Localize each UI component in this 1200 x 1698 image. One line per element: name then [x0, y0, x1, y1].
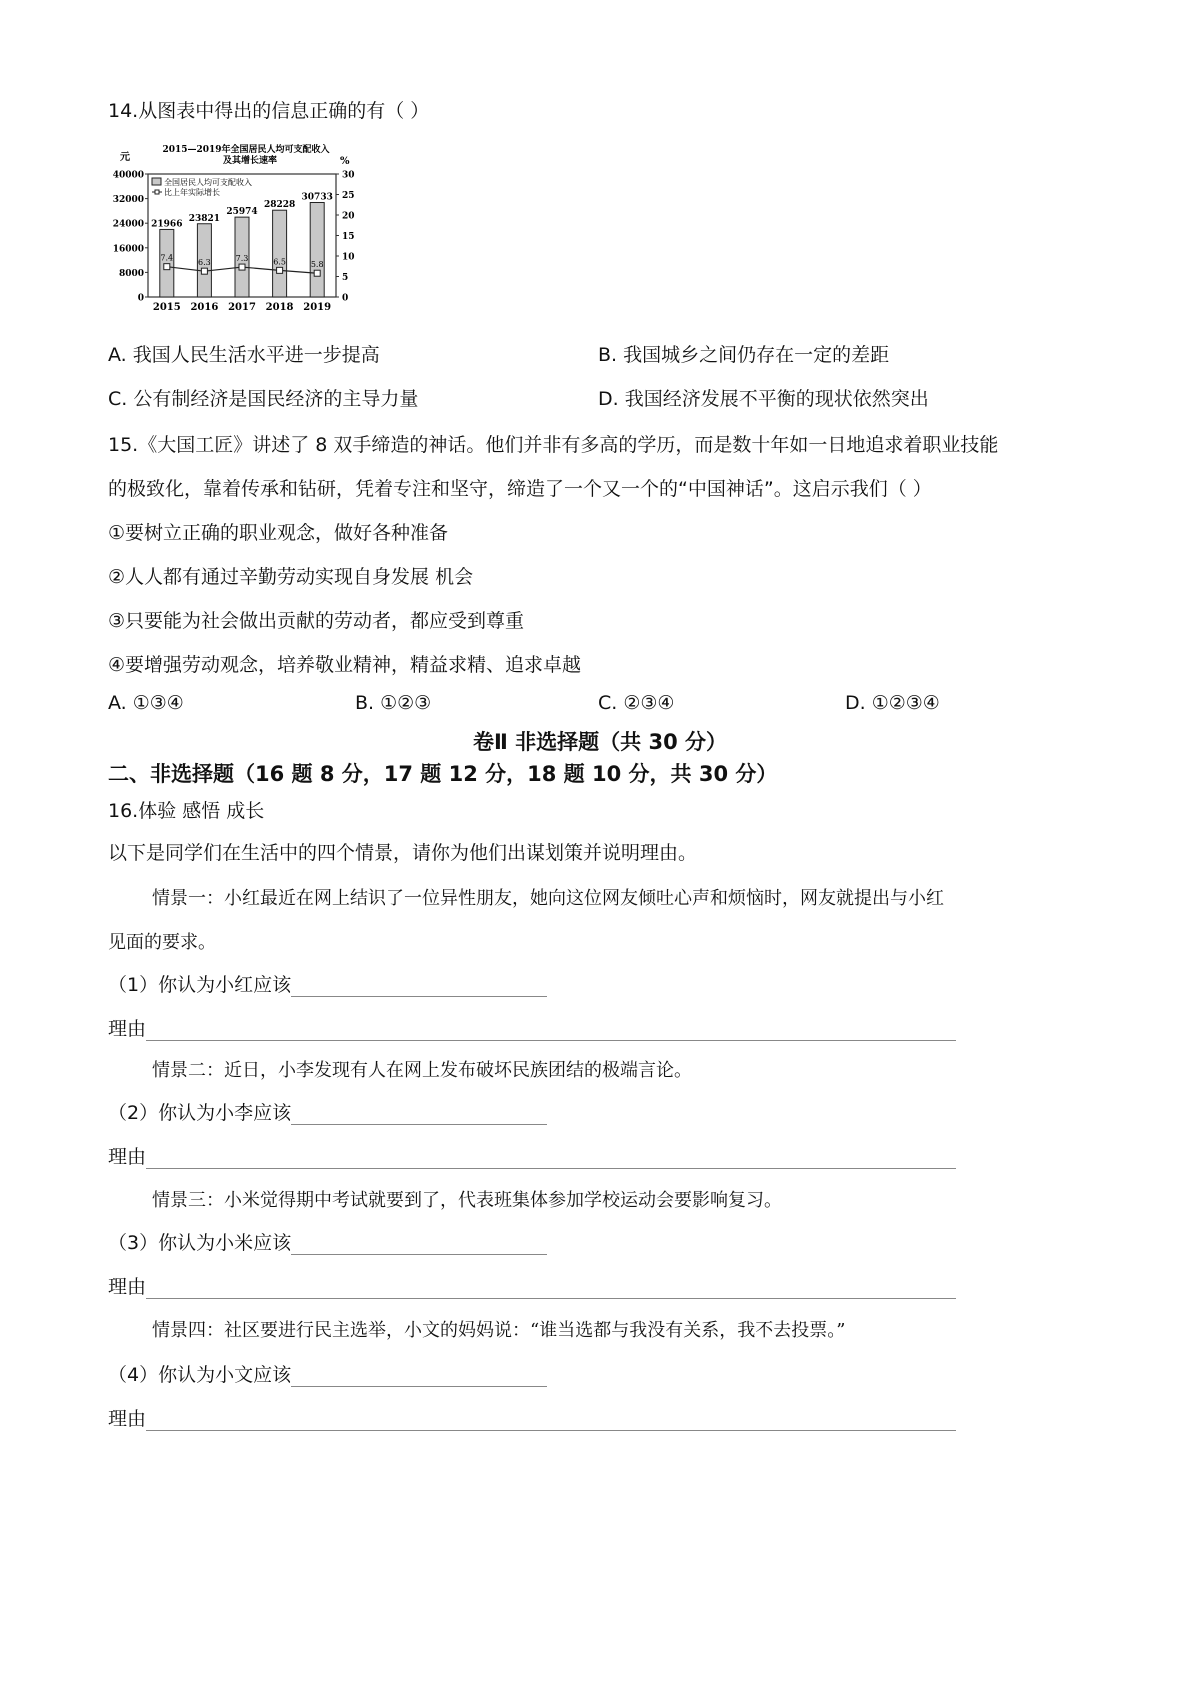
- right-tick-label: 20: [342, 211, 355, 222]
- growth-point: [314, 270, 320, 276]
- growth-value-label: 6.5: [273, 257, 286, 267]
- growth-value-label: 5.8: [310, 260, 324, 270]
- reason-2-blank[interactable]: [146, 1148, 956, 1169]
- legend-bar-swatch: [152, 178, 161, 185]
- x-tick-label: 2018: [265, 302, 294, 313]
- growth-point: [239, 264, 245, 270]
- answer-1-blank[interactable]: [291, 976, 547, 997]
- legend-line-label: 比上年实际增长: [164, 188, 220, 197]
- reason-4-blank[interactable]: [146, 1410, 956, 1431]
- reason-4: [108, 1404, 956, 1431]
- q15-stem-line1: 15.《大国工匠》讲述了 8 双手缔造的神话。他们并非有多高的学历，而是数十年如一日地追求着职业技能: [108, 434, 999, 456]
- reason-1: [108, 1014, 956, 1041]
- ask-1: [108, 970, 547, 997]
- x-tick-label: 2015: [152, 302, 181, 313]
- legend-line-marker: [155, 190, 159, 194]
- reason-1-label: 理由: [108, 1018, 147, 1040]
- reason-3-label: 理由: [108, 1276, 147, 1298]
- q15-option-c: C. ②③④: [598, 692, 675, 714]
- q14-stem: 14.从图表中得出的信息正确的有（ ）: [108, 100, 430, 122]
- left-tick-label: 16000: [112, 244, 144, 255]
- legend-bar-label: 全国居民人均可支配收入: [164, 178, 252, 187]
- ask-3-label: （3）你认为小米应该: [108, 1232, 292, 1254]
- answer-2-blank[interactable]: [291, 1104, 547, 1125]
- x-tick-label: 2019: [303, 302, 332, 313]
- scene4: 情景四：社区要进行民主选举，小文的妈妈说：“谁当选都与我没有关系，我不去投票。”: [152, 1320, 846, 1341]
- bar-value-label: 28228: [263, 200, 296, 211]
- answer-4-blank[interactable]: [291, 1366, 547, 1387]
- income-bar: [273, 210, 287, 297]
- answer-3-blank[interactable]: [291, 1234, 547, 1255]
- q15-item-1: ①要树立正确的职业观念，做好各种准备: [108, 522, 449, 544]
- left-axis-unit: 元: [120, 152, 130, 163]
- volume-title: 卷Ⅱ 非选择题（共 30 分）: [473, 730, 727, 754]
- bar-value-label: 23821: [188, 213, 221, 224]
- q15-item-4: ④要增强劳动观念，培养敬业精神，精益求精、追求卓越: [108, 654, 582, 676]
- reason-2-label: 理由: [108, 1146, 147, 1168]
- bar-value-label: 30733: [301, 192, 333, 203]
- right-tick-label: 10: [342, 252, 355, 263]
- q15-option-a: A. ①③④: [108, 692, 184, 714]
- left-tick-label: 8000: [118, 268, 144, 279]
- growth-point: [277, 267, 283, 273]
- income-chart: [108, 142, 364, 322]
- scene1-line1: 情景一：小红最近在网上结识了一位异性朋友，她向这位网友倾吐心声和烦恼时，网友就提出与小红: [152, 888, 944, 909]
- chart-title-line1: 2015—2019年全国居民人均可支配收入: [162, 145, 330, 155]
- growth-point: [164, 264, 170, 270]
- q15-item-2: ②人人都有通过辛勤劳动实现自身发展 机会: [108, 566, 474, 588]
- q14-option-c: C. 公有制经济是国民经济的主导力量: [108, 388, 419, 410]
- ask-4: [108, 1360, 547, 1387]
- scene2: 情景二：近日，小李发现有人在网上发布破坏民族团结的极端言论。: [152, 1060, 692, 1081]
- q14-option-d: D. 我国经济发展不平衡的现状依然突出: [598, 388, 929, 410]
- right-tick-label: 25: [342, 191, 355, 201]
- q16-intro: 以下是同学们在生活中的四个情景，请你为他们出谋划策并说明理由。: [108, 842, 698, 864]
- q16-title: 16.体验 感悟 成长: [108, 800, 265, 822]
- x-tick-label: 2016: [190, 302, 219, 313]
- growth-value-label: 7.3: [235, 254, 249, 264]
- reason-1-blank[interactable]: [146, 1020, 956, 1041]
- left-tick-label: 40000: [112, 170, 144, 181]
- growth-value-label: 7.4: [160, 253, 174, 263]
- q14-option-b: B. 我国城乡之间仍存在一定的差距: [598, 344, 890, 366]
- right-tick-label: 15: [342, 232, 355, 242]
- left-tick-label: 24000: [112, 219, 144, 230]
- section-heading: 二、非选择题（16 题 8 分，17 题 12 分，18 题 10 分，共 30 分）: [108, 762, 778, 786]
- x-tick-label: 2017: [228, 302, 256, 313]
- growth-value-label: 6.3: [198, 258, 211, 268]
- reason-4-label: 理由: [108, 1408, 147, 1430]
- growth-point: [201, 268, 207, 274]
- reason-3: [108, 1272, 956, 1299]
- q15-item-3: ③只要能为社会做出贡献的劳动者，都应受到尊重: [108, 610, 525, 632]
- scene1-line2: 见面的要求。: [108, 932, 216, 953]
- q15-option-d: D. ①②③④: [845, 692, 940, 714]
- income-bar: [310, 202, 324, 297]
- ask-2-label: （2）你认为小李应该: [108, 1102, 292, 1124]
- q14-option-a: A. 我国人民生活水平进一步提高: [108, 344, 380, 366]
- ask-3: [108, 1228, 547, 1255]
- q15-stem-line2: 的极致化，靠着传承和钻研，凭着专注和坚守，缔造了一个又一个的“中国神话”。这启示我们（ ）: [108, 478, 932, 500]
- reason-2: [108, 1142, 956, 1169]
- scene3: 情景三：小米觉得期中考试就要到了，代表班集体参加学校运动会要影响复习。: [152, 1190, 782, 1211]
- reason-3-blank[interactable]: [146, 1278, 956, 1299]
- bar-value-label: 21966: [151, 219, 183, 230]
- right-tick-label: 0: [342, 293, 349, 304]
- left-tick-label: 32000: [112, 195, 144, 206]
- bar-value-label: 25974: [226, 207, 258, 218]
- left-tick-label: 0: [137, 293, 144, 304]
- right-tick-label: 5: [342, 273, 349, 283]
- right-axis-unit: %: [340, 156, 350, 167]
- q15-option-b: B. ①②③: [355, 692, 432, 714]
- chart-title-line2: 及其增长速率: [222, 156, 278, 166]
- ask-2: [108, 1098, 547, 1125]
- ask-1-label: （1）你认为小红应该: [108, 974, 292, 996]
- ask-4-label: （4）你认为小文应该: [108, 1364, 292, 1386]
- right-tick-label: 30: [342, 170, 355, 181]
